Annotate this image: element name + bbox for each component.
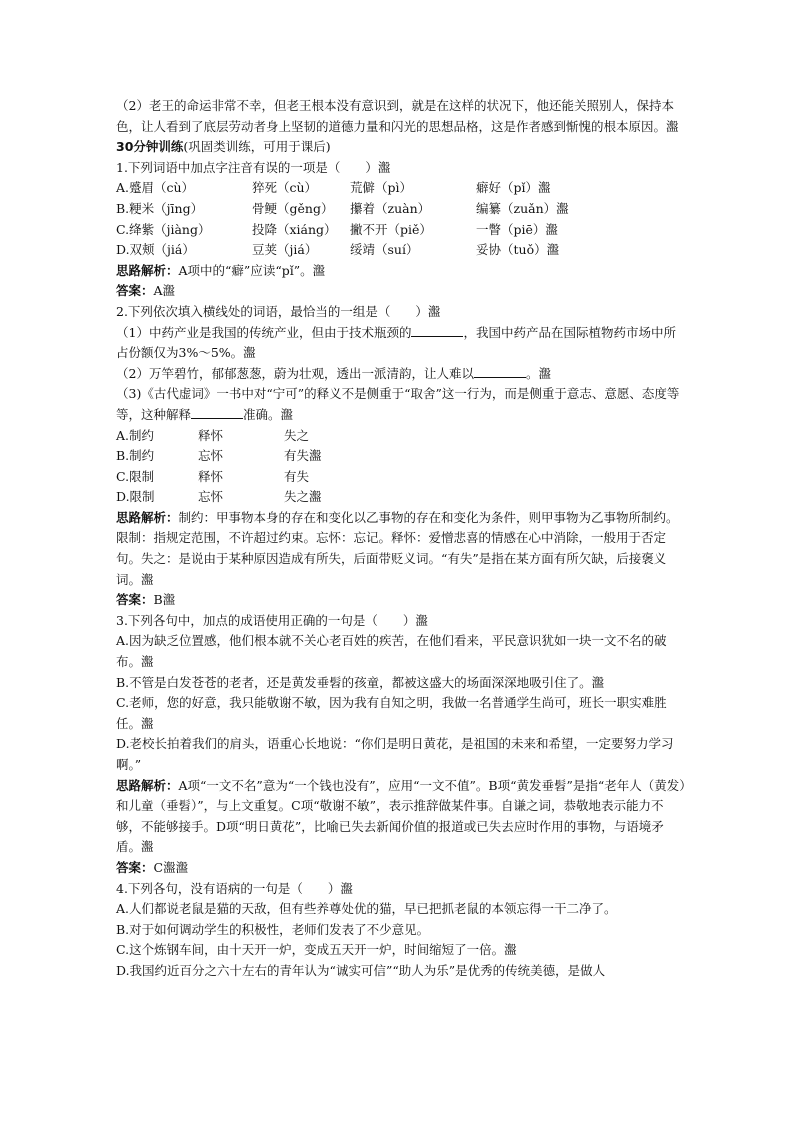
- q3-option: B.不管是白发苍苍的老者，还是黄发垂髫的孩童，都被这盛大的场面深深地吸引住了。瀊: [116, 674, 605, 690]
- q2-option: 释怀: [198, 427, 224, 443]
- q1-option-row: [116, 199, 688, 220]
- q1-option: B.粳米（jīng）: [116, 200, 204, 216]
- q2-option: A.制约: [116, 427, 155, 443]
- answer-text: C瀊瀊: [153, 859, 189, 875]
- q1-option: 妥协（tuǒ）瀊: [476, 242, 560, 258]
- q3-stem: 3.下列各句中，加点的成语使用正确的一句是（ ）瀊: [116, 612, 428, 628]
- document-page: [116, 96, 688, 982]
- q4-option: B.对于如何调动学生的积极性，老师们发表了不少意见。: [116, 921, 430, 937]
- q2-sentence-2: [116, 364, 688, 385]
- intro-paragraph: （2）老王的命运非常不幸，但老王根本没有意识到，就是在这样的状况下，他还能关照别人，保持本色，让人看到了底层劳动者身上坚韧的道德力量和闪光的思想品格，这是作者感到惭愧的根本原因。瀊: [116, 98, 679, 134]
- q2-s2-part-b: 。瀊: [525, 365, 551, 381]
- q2-analysis: [116, 508, 688, 590]
- q2-option: 忘怀: [198, 448, 224, 464]
- q3-option: C.老师，您的好意，我只能敬谢不敏，因为我有自知之明，我做一名普通学生尚可，班长一职实难胜任。瀊: [116, 695, 667, 731]
- fill-blank: [191, 406, 243, 419]
- q2-option-row: [116, 467, 416, 488]
- q1-answer: [116, 281, 688, 302]
- q3-analysis: [116, 776, 688, 858]
- q2-option-row: [116, 487, 416, 508]
- q2-option: B.制约: [116, 448, 155, 464]
- q1-option: 投降（xiáng）: [252, 221, 337, 237]
- q3-answer: [116, 858, 688, 879]
- q3-option: A.因为缺乏位置感，他们根本就不关心老百姓的疾苦，在他们看来，平民意识犹如一块一文不名的破布。瀊: [116, 633, 667, 670]
- q2-option: 有失: [284, 468, 310, 484]
- q1-option-row: [116, 220, 688, 241]
- fill-blank: [474, 365, 526, 378]
- q2-option-row: [116, 426, 416, 447]
- q4-option: A.人们都说老鼠是猫的天敌，但有些养尊处优的猫，早已把抓老鼠的本领忘得一干二净了。: [116, 901, 617, 917]
- q1-option: A.蹙眉（cù）: [116, 180, 195, 196]
- answer-label: 答案：: [116, 592, 154, 608]
- q1-option-row: [116, 178, 688, 199]
- q4-option: D.我国约近百分之六十左右的青年认为“诚实可信”“助人为乐”是优秀的传统美德，是做人: [116, 962, 606, 978]
- q1-option: C.绛紫（jiàng）: [116, 221, 211, 237]
- q4-option: C.这个炼钢车间，由十天开一炉，变成五天开一炉，时间缩短了一倍。瀊: [116, 942, 517, 958]
- q1-option: 猝死（cù）: [252, 180, 318, 196]
- analysis-label: 思路解析：: [116, 262, 179, 278]
- q1-stem: 1.下列词语中加点字注音有误的一项是（ ）瀊: [116, 159, 391, 175]
- answer-text: A瀊: [153, 283, 176, 299]
- answer-label: 答案：: [116, 283, 154, 299]
- q2-s3-part-a: （3)《古代虚词》一书中对“宁可”的释义不是侧重于“取舍”这一行为，而是侧重于意志、意愿、态度等等，这种解释: [116, 386, 680, 422]
- answer-text: B瀊: [153, 592, 176, 608]
- q2-s3-part-b: 准确。瀊: [243, 406, 294, 422]
- q2-option: 忘怀: [198, 489, 224, 505]
- q2-option: C.限制: [116, 468, 155, 484]
- q2-stem: 2.下列依次填入横线处的词语，最恰当的一组是（ ）瀊: [116, 303, 441, 319]
- q1-option: 癖好（pǐ）瀊: [476, 180, 551, 196]
- section-title: 30分钟训练: [116, 139, 184, 155]
- analysis-text: A项“一文不名”意为“一个钱也没有”，应用“一文不值”。B项“黄发垂髫”是指“老年人（黄发）和儿童（垂髫）”，与上文重复。C项“敬谢不敏”，表示推辞做某件事。自谦之词，恭敬地表示能力不够，不能够接手。D项“明日黄花”，比喻已失去新闻价值的报道或已失去应时作用的事物，与语境矛盾。瀊: [116, 777, 686, 855]
- analysis-label: 思路解析：: [116, 777, 179, 793]
- q1-option-row: [116, 240, 688, 261]
- q1-analysis: [116, 261, 688, 282]
- q1-option: D.双颊（jiá）: [116, 242, 195, 258]
- q2-sentence-1: [116, 323, 688, 364]
- q2-option: D.限制: [116, 489, 155, 505]
- q2-answer: [116, 590, 688, 611]
- q2-option-row: [116, 446, 416, 467]
- q1-option: 荒僻（pì）: [350, 180, 412, 196]
- q1-option: 绥靖（suí）: [350, 242, 419, 258]
- q3-option: D.老校长拍着我们的肩头，语重心长地说：“你们是明日黄花，是祖国的未来和希望，一定要努力学习啊。”: [116, 736, 674, 772]
- q1-option: 骨鲠（gěng）: [252, 200, 334, 216]
- q2-option: 失之瀊: [284, 489, 322, 505]
- q2-s1-part-a: （1）中药产业是我国的传统产业，但由于技术瓶颈的: [116, 324, 412, 340]
- q2-s1-part-b: ，我国中药产品在国际植物药市场中所占份额仅为3%～5%。瀊: [116, 324, 676, 361]
- section-heading: [116, 137, 688, 158]
- q2-s2-part-a: （2）万竿碧竹，郁郁葱葱，蔚为壮观，透出一派清韵，让人难以: [116, 365, 474, 381]
- q2-sentence-3: [116, 384, 688, 425]
- analysis-label: 思路解析：: [116, 509, 179, 525]
- q1-option: 一瞥（piē）瀊: [476, 221, 558, 237]
- q1-option: 攥着（zuàn）: [350, 200, 431, 216]
- q2-option: 有失瀊: [284, 448, 322, 464]
- q1-option: 编纂（zuǎn）瀊: [476, 200, 569, 216]
- analysis-text: A项中的“癖”应读“pǐ”。瀊: [178, 262, 326, 278]
- section-subtitle: (巩固类训练，可用于课后): [183, 139, 331, 155]
- q4-stem: 4.下列各句，没有语病的一句是（ ）瀊: [116, 880, 353, 896]
- fill-blank: [411, 324, 463, 337]
- answer-label: 答案：: [116, 859, 154, 875]
- q2-option: 失之: [284, 427, 310, 443]
- analysis-text: 制约：甲事物本身的存在和变化以乙事物的存在和变化为条件，则甲事物为乙事物所制约。限制：指规定范围，不许超过约束。忘怀：忘记。释怀：爱憎悲喜的情感在心中消除，一般用于否定句。失之：是说由于某种原因造成有所失，后面带贬义词。“有失”是指在某方面有所欠缺，后接褒义词。瀊: [116, 509, 679, 587]
- q2-option: 释怀: [198, 468, 224, 484]
- q1-option: 撇不开（piě）: [350, 221, 432, 237]
- q1-option: 豆荚（jiá）: [252, 242, 318, 258]
